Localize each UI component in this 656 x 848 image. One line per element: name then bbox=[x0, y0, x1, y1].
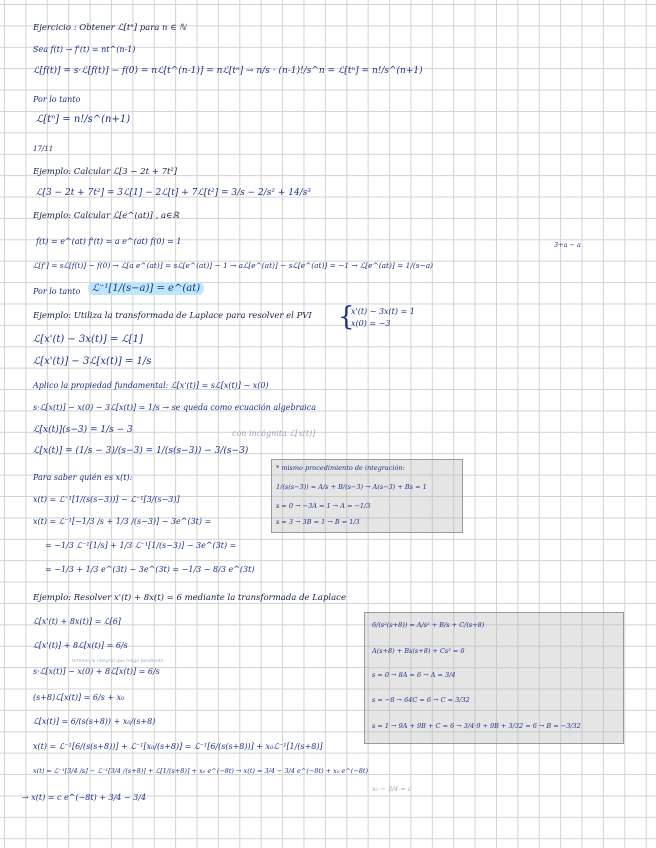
system-brace: { bbox=[338, 302, 355, 332]
box-row: s = 0 → 8A = 6 → A = 3/4 bbox=[372, 671, 456, 679]
example-title: Ejemplo: Calcular ℒ[e^(at)] , a∈ℝ bbox=[33, 211, 180, 221]
equation-line: x(t) = ℒ⁻¹[−1/3 /s + 1/3 /(s−3)] − 3e^(3t) = bbox=[33, 517, 212, 526]
equation-line: ℒ[f(t)] = s·ℒ[f(t)] − f(0) = nℒ[t^(n-1)] = nℒ[tⁿ] → n/s · (n-1)!/s^n = ℒ[tⁿ] = n!/s^(n+1) bbox=[33, 66, 423, 76]
note-line: Sea f(t) → f'(t) = nt^(n-1) bbox=[33, 45, 136, 54]
highlighted-result: ℒ⁻¹[1/(s−a)] = e^(at) bbox=[88, 284, 204, 294]
equation-line: ℒ[f'] = sℒ[f(t)] − f(0) → ℒ[a e^(at)] = sℒ[e^(at)] − 1 → aℒ[e^(at)] − sℒ[e^(at)] = −1 → ℒ[e^(at)] = 1/(s−a) bbox=[33, 261, 434, 270]
box-row: s = 0 → −3A = 1 → A = −1/3 bbox=[276, 502, 371, 510]
result-line: ℒ[tⁿ] = n!/s^(n+1) bbox=[36, 114, 131, 125]
date-label: 17/11 bbox=[33, 145, 54, 153]
equation-line: x(t) = ℒ⁻¹[3/4 /s] − ℒ⁻¹[3/4 /(s+8)] + ℒ[1/(s+8)] + x₀ e^(−8t) → x(t) = 3/4 − 3/4 e^(−8t) + x₀ e^(−8t) bbox=[33, 767, 369, 775]
box-row: 1/(s(s−3)) = A/s + B/(s−3) → A(s−3) + Bs = 1 bbox=[276, 483, 427, 491]
equation-line: ℒ[x(t)] = (1/s − 3)/(s−3) = 1/(s(s−3)) − 3/(s−3) bbox=[33, 446, 249, 456]
equation-line: (s+8)ℒ[x(t)] = 6/s + x₀ bbox=[33, 693, 125, 702]
equation-line: ℒ[x(t)] = 6/(s(s+8)) + x₀/(s+8) bbox=[33, 717, 156, 726]
exercise-title: Ejercicio : Obtener ℒ[tⁿ] para n ∈ ℕ bbox=[33, 23, 187, 33]
box-row: s = 1 → 9A + 9B + C = 6 → 3/4·9 + 9B + 3/32 = 6 → B = −3/32 bbox=[372, 722, 581, 730]
side-note: 3+a − a bbox=[554, 241, 581, 249]
equation-line: ℒ[x'(t)] − 3ℒ[x(t)] = 1/s bbox=[33, 356, 152, 367]
annotation: termino la integral que tengo pendiente bbox=[72, 659, 164, 664]
equation-line: s·ℒ[x(t)] − x(0) − 3ℒ[x(t)] = 1/s → se queda como ecuación algebraica bbox=[33, 403, 317, 412]
box-title: * mismo procedimiento de integración: bbox=[276, 464, 405, 472]
box-row: s = −8 → 64C = 6 → C = 3/32 bbox=[372, 696, 470, 704]
equation-line: = −1/3 ℒ⁻¹[1/s] + 1/3 ℒ⁻¹[1/(s−3)] − 3e^(3t) = bbox=[45, 541, 237, 550]
equation-line: ℒ[x(t)](s−3) = 1/s − 3 bbox=[33, 425, 133, 435]
note-line: Aplico la propiedad fundamental: ℒ[x'(t)] = sℒ[x(t)] − x(0) bbox=[33, 381, 269, 390]
box-row: s = 3 → 3B = 1 → B = 1/3 bbox=[276, 518, 360, 526]
equation-line: x(t) = ℒ⁻¹[1/(s(s−3))] − ℒ⁻¹[3/(s−3)] bbox=[33, 495, 180, 504]
note-line: Por lo tanto bbox=[33, 95, 81, 104]
box-row: A(s+8) + Bs(s+8) + Cs² = 6 bbox=[372, 647, 465, 655]
equation-line: = −1/3 + 1/3 e^(3t) − 3e^(3t) = −1/3 − 8/3 e^(3t) bbox=[45, 565, 255, 574]
final-answer: → x(t) = c e^(−8t) + 3/4 − 3/4 bbox=[22, 793, 147, 802]
note-line: Para saber quién es x(t): bbox=[33, 473, 133, 482]
note-line: Por lo tanto bbox=[33, 287, 81, 296]
equation-line: ℒ[x'(t)] + 8ℒ[x(t)] = 6/s bbox=[33, 641, 128, 650]
box-row: 6/(s²(s+8)) = A/s² + B/s + C/(s+8) bbox=[372, 621, 485, 629]
annotation: x₀ − 3/4 = c bbox=[372, 785, 412, 793]
pvi-equation: x'(t) − 3x(t) = 1 bbox=[351, 307, 415, 316]
equation-line: ℒ[x'(t) + 8x(t)] = ℒ[6] bbox=[33, 617, 121, 626]
equation-line: x(t) = ℒ⁻¹[6/(s(s+8))] + ℒ⁻¹[x₀/(s+8)] = ℒ⁻¹[6/(s(s+8))] + x₀ℒ⁻¹[1/(s+8)] bbox=[33, 742, 323, 751]
pvi-initial-condition: x(0) = −3 bbox=[351, 319, 391, 328]
equation-line: ℒ[x'(t) − 3x(t)] = ℒ[1] bbox=[33, 334, 143, 345]
equation-line: s·ℒ[x(t)] − x(0) + 8ℒ[x(t)] = 6/s bbox=[33, 667, 160, 676]
example-title: Ejemplo: Resolver x'(t) + 8x(t) = 6 mediante la transformada de Laplace bbox=[33, 593, 346, 603]
annotation: con incógnita ℒ[x(t)] bbox=[232, 429, 316, 438]
example-title: Ejemplo: Calcular ℒ[3 − 2t + 7t²] bbox=[33, 167, 178, 177]
equation-line: ℒ[3 − 2t + 7t²] = 3ℒ[1] − 2ℒ[t] + 7ℒ[t²] = 3/s − 2/s² + 14/s³ bbox=[36, 188, 311, 198]
example-title: Ejemplo: Utiliza la transformada de Laplace para resolver el PVI bbox=[33, 311, 312, 321]
note-line: f(t) = e^(at) f'(t) = a e^(at) f(0) = 1 bbox=[36, 237, 182, 246]
